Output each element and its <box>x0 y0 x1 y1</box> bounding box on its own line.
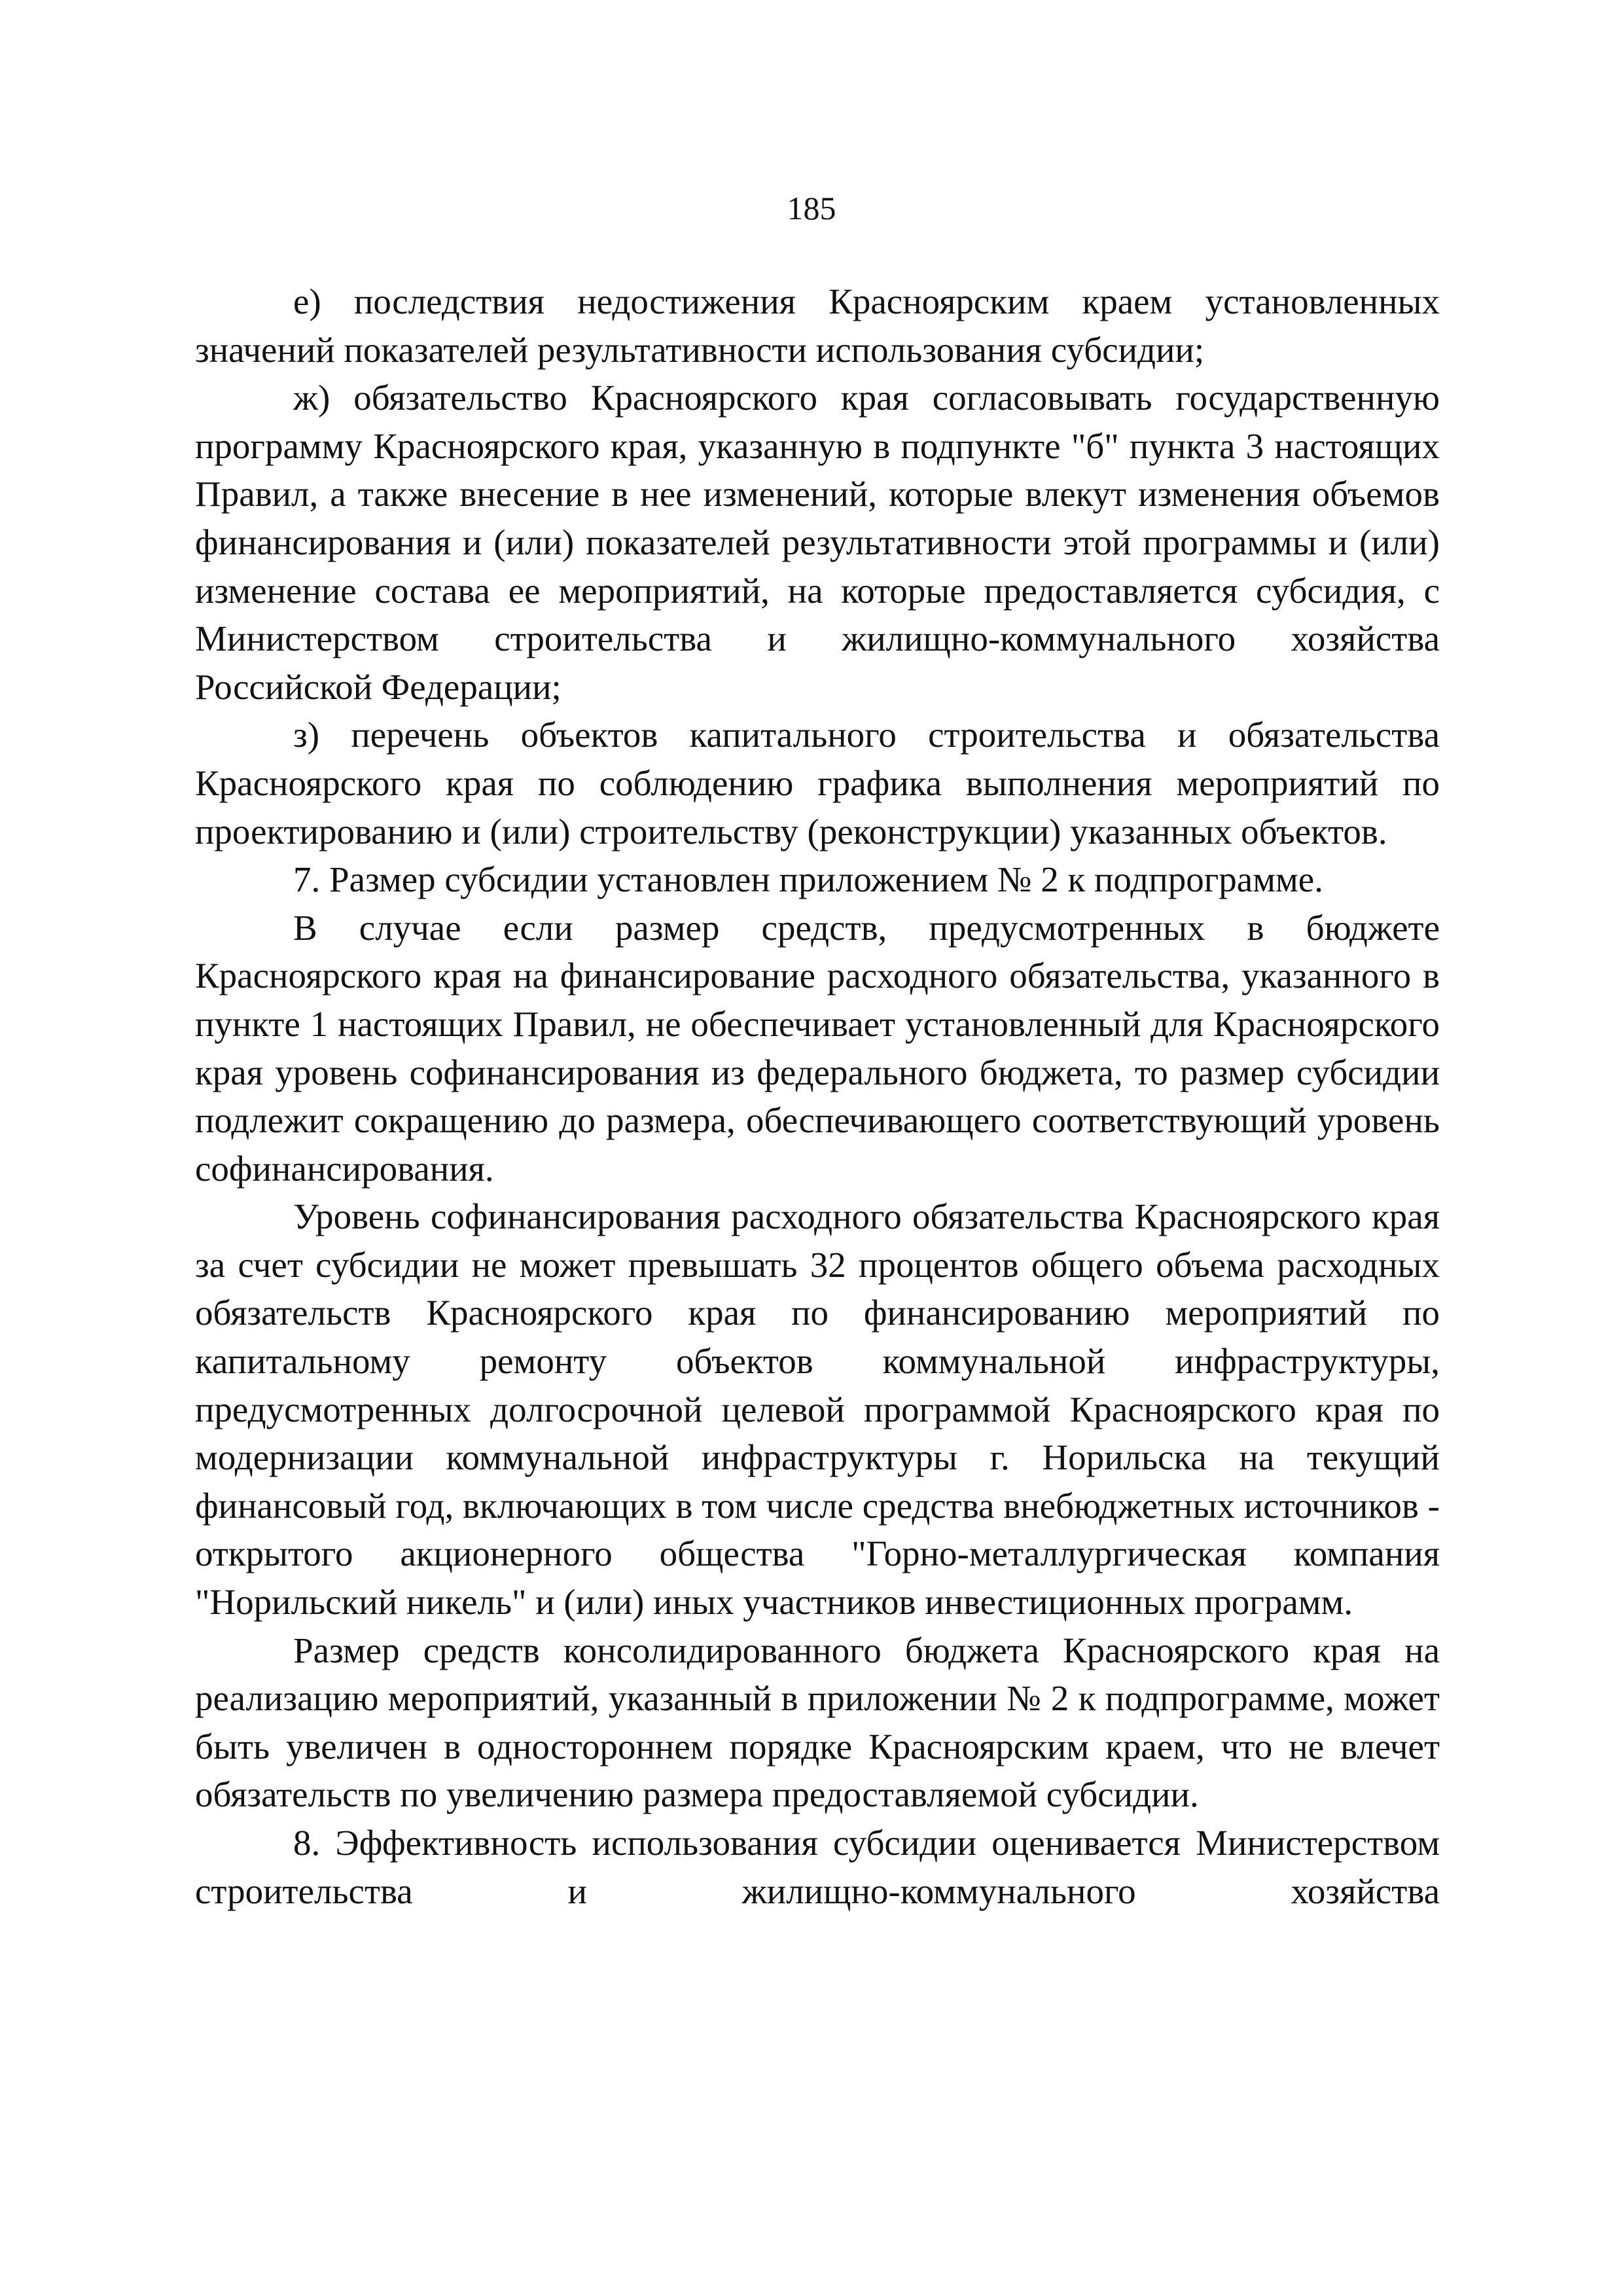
paragraph-z-objects-list: з) перечень объектов капитального строительства и обязательства Красноярского края по соблюдению графика выполнения мероприятий по проектированию и (или) строительству (реконструкции) указанных объектов. <box>195 715 1440 852</box>
paragraph-7-subsidy-size: 7. Размер субсидии установлен приложением № 2 к подпрограмме. <box>293 859 1323 900</box>
document-body <box>195 278 1440 1915</box>
paragraph-8-efficiency: 8. Эффективность использования субсидии оценивается Министерством строительства и жилищно-коммунального хозяйства <box>195 1823 1440 1911</box>
paragraph-consolidated-budget: Размер средств консолидированного бюджета Красноярского края на реализацию мероприятий, указанный в приложении № 2 к подпрограмме, может быть увеличен в одностороннем порядке Красноярским краем, что не влечет обязательств по увеличению размера предоставляемой субсидии. <box>195 1630 1440 1815</box>
paragraph-zh-obligation: ж) обязательство Красноярского края согласовывать государственную программу Красноярского края, указанную в подпункте "б" пункта 3 настоящих Правил, а также внесение в нее изменений, которые влекут изменения объемов финансирования и (или) показателей результативности этой программы и (или) изменение состава ее мероприятий, на которые предоставляется субсидия, с Министерством строительства и жилищно-коммунального хозяйства Российской Федерации; <box>195 378 1440 707</box>
paragraph-budget-shortfall: В случае если размер средств, предусмотренных в бюджете Красноярского края на финансирование расходного обязательства, указанного в пункте 1 настоящих Правил, не обеспечивает установленный для Красноярского края уровень софинансирования из федерального бюджета, то размер субсидии подлежит сокращению до размера, обеспечивающего соответствующий уровень софинансирования. <box>195 907 1440 1189</box>
paragraph-cofinancing-level: Уровень софинансирования расходного обязательства Красноярского края за счет субсидии не может превышать 32 процентов общего объема расходных обязательств Красноярского края по финансированию мероприятий по капитальному ремонту объектов коммунальной инфраструктуры, предусмотренных долгосрочной целевой программой Красноярского края по модернизации коммунальной инфраструктуры г. Норильска на текущий финансовый год, включающих в том числе средства внебюджетных источников - открытого акционерного общества "Горно-металлургическая компания "Норильский никель" и (или) иных участников инвестиционных программ. <box>195 1196 1440 1623</box>
paragraph-e-consequences: е) последствия недостижения Красноярским краем установленных значений показателей результативности использования субсидии; <box>195 281 1440 370</box>
page-number: 185 <box>787 190 836 226</box>
